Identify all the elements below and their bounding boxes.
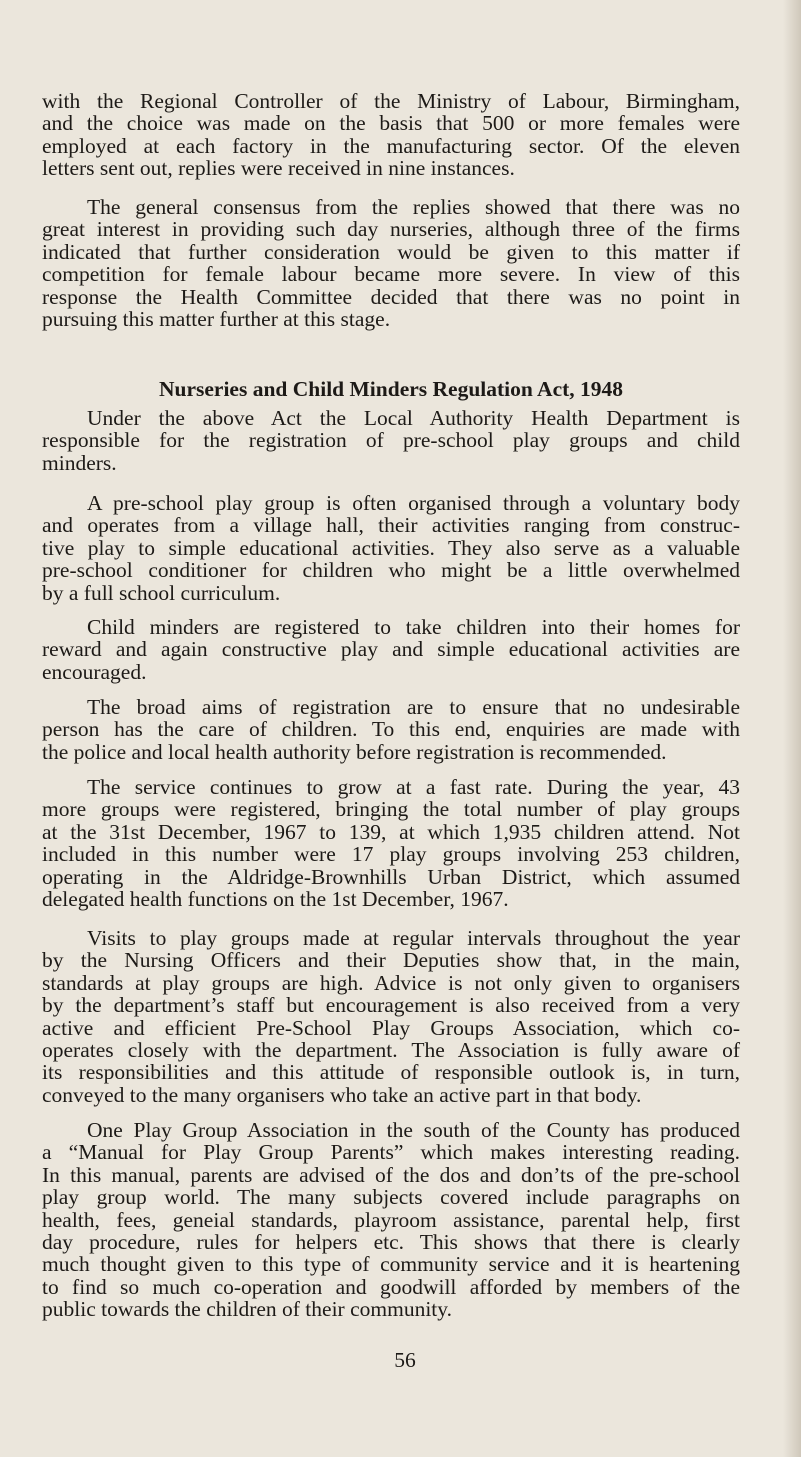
paragraph [42, 407, 740, 474]
paragraph-line: A pre-school play group is often organised through a voluntary body [87, 491, 740, 515]
paragraph-line: and the choice was made on the basis that 500 or more females were [42, 111, 740, 136]
paragraph-line: The service continues to grow at a fast rate. During the year, 43 [87, 775, 740, 799]
paragraph-line: standards at play groups are high. Advice is not only given to organisers [42, 970, 740, 995]
paragraph-line: active and efficient Pre-School Play Groups Association, which co- [42, 1015, 740, 1040]
paragraph-line: Child minders are registered to take children into their homes for [87, 615, 740, 639]
paragraph [42, 196, 740, 330]
paragraph-line: a “Manual for Play Group Parents” which makes interesting reading. [42, 1140, 740, 1165]
paragraph-line: its responsibilities and this attitude of responsible outlook is, in turn, [42, 1060, 740, 1085]
paragraph-line: by the Nursing Officers and their Deputies show that, in the main, [42, 948, 740, 973]
paragraph-line: One Play Group Association in the south of the County has produced [87, 1118, 740, 1142]
paragraph-line: operates closely with the department. The Association is fully aware of [42, 1037, 740, 1062]
paragraph-line: great interest in providing such day nurseries, although three of the firms [42, 217, 740, 242]
paragraph [42, 90, 740, 180]
paragraph-line: tive play to simple educational activities. They also serve as a valuable [42, 535, 740, 560]
page-edge-shadow [783, 0, 801, 1457]
paragraph-line: to find so much co-operation and goodwill afforded by members of the [42, 1274, 740, 1299]
paragraph-line: by a full school curriculum. [42, 580, 281, 605]
paragraph-line: operating in the Aldridge-Brownhills Urban District, which assumed [42, 864, 740, 889]
paragraph-line: person has the care of children. To this end, enquiries are made with [42, 717, 740, 742]
paragraph-line: employed at each factory in the manufacturing sector. Of the eleven [42, 133, 740, 158]
section-heading: Nurseries and Child Minders Regulation Act, 1948 [158, 377, 624, 401]
paragraph-line: competition for female labour became more severe. In view of this [42, 262, 740, 287]
paragraph-line: Visits to play groups made at regular intervals throughout the year [87, 926, 740, 950]
page-number: 56 [394, 1348, 416, 1372]
paragraph-line: indicated that further consideration would be given to this matter if [42, 239, 740, 264]
paragraph-line: included in this number were 17 play groups involving 253 children, [42, 842, 740, 867]
paragraph-line: health, fees, geneial standards, playroom assistance, parental help, first [42, 1207, 740, 1232]
paragraph [42, 492, 740, 604]
paragraph-line: Under the above Act the Local Authority Health Department is [87, 406, 740, 430]
paragraph-line: response the Health Committee decided that there was no point in [42, 284, 740, 309]
paragraph-line: at the 31st December, 1967 to 139, at which 1,935 children attend. Not [42, 819, 740, 844]
paragraph-line: reward and again constructive play and simple educational activities are [42, 637, 740, 662]
paragraph-line: the police and local health authority before registration is recommended. [42, 739, 667, 764]
paragraph [42, 776, 740, 910]
paragraph-line: pursuing this matter further at this stage. [42, 306, 391, 331]
paragraph [42, 1119, 740, 1321]
paragraph-line: public towards the children of their community. [42, 1297, 452, 1322]
paragraph-line: and operates from a village hall, their activities ranging from construc- [42, 513, 740, 538]
paragraph-line: by the department’s staff but encouragement is also received from a very [42, 993, 740, 1018]
paragraph-line: letters sent out, replies were received in nine instances. [42, 156, 515, 181]
paragraph-line: In this manual, parents are advised of the dos and don’ts of the pre-school [42, 1162, 740, 1187]
paragraph-line: The general consensus from the replies showed that there was no [87, 195, 740, 219]
paragraph-line: delegated health functions on the 1st December, 1967. [42, 886, 509, 911]
paragraph-line: minders. [42, 450, 117, 475]
paragraph-line: The broad aims of registration are to ensure that no undesirable [87, 695, 740, 719]
paragraph-line: day procedure, rules for helpers etc. This shows that there is clearly [42, 1229, 740, 1254]
paragraph-line: pre-school conditioner for children who might be a little overwhelmed [42, 558, 740, 583]
paragraph-line: play group world. The many subjects covered include paragraphs on [42, 1185, 740, 1210]
paragraph [42, 696, 740, 763]
paragraph-line: with the Regional Controller of the Ministry of Labour, Birmingham, [42, 89, 740, 113]
paragraph-line: much thought given to this type of community service and it is heartening [42, 1252, 740, 1277]
paragraph-line: responsible for the registration of pre-school play groups and child [42, 428, 740, 453]
paragraph-line: conveyed to the many organisers who take an active part in that body. [42, 1082, 642, 1107]
paragraph [42, 927, 740, 1106]
paragraph-line: encouraged. [42, 659, 147, 684]
paragraph [42, 616, 740, 683]
paragraph-line: more groups were registered, bringing the total number of play groups [42, 797, 740, 822]
